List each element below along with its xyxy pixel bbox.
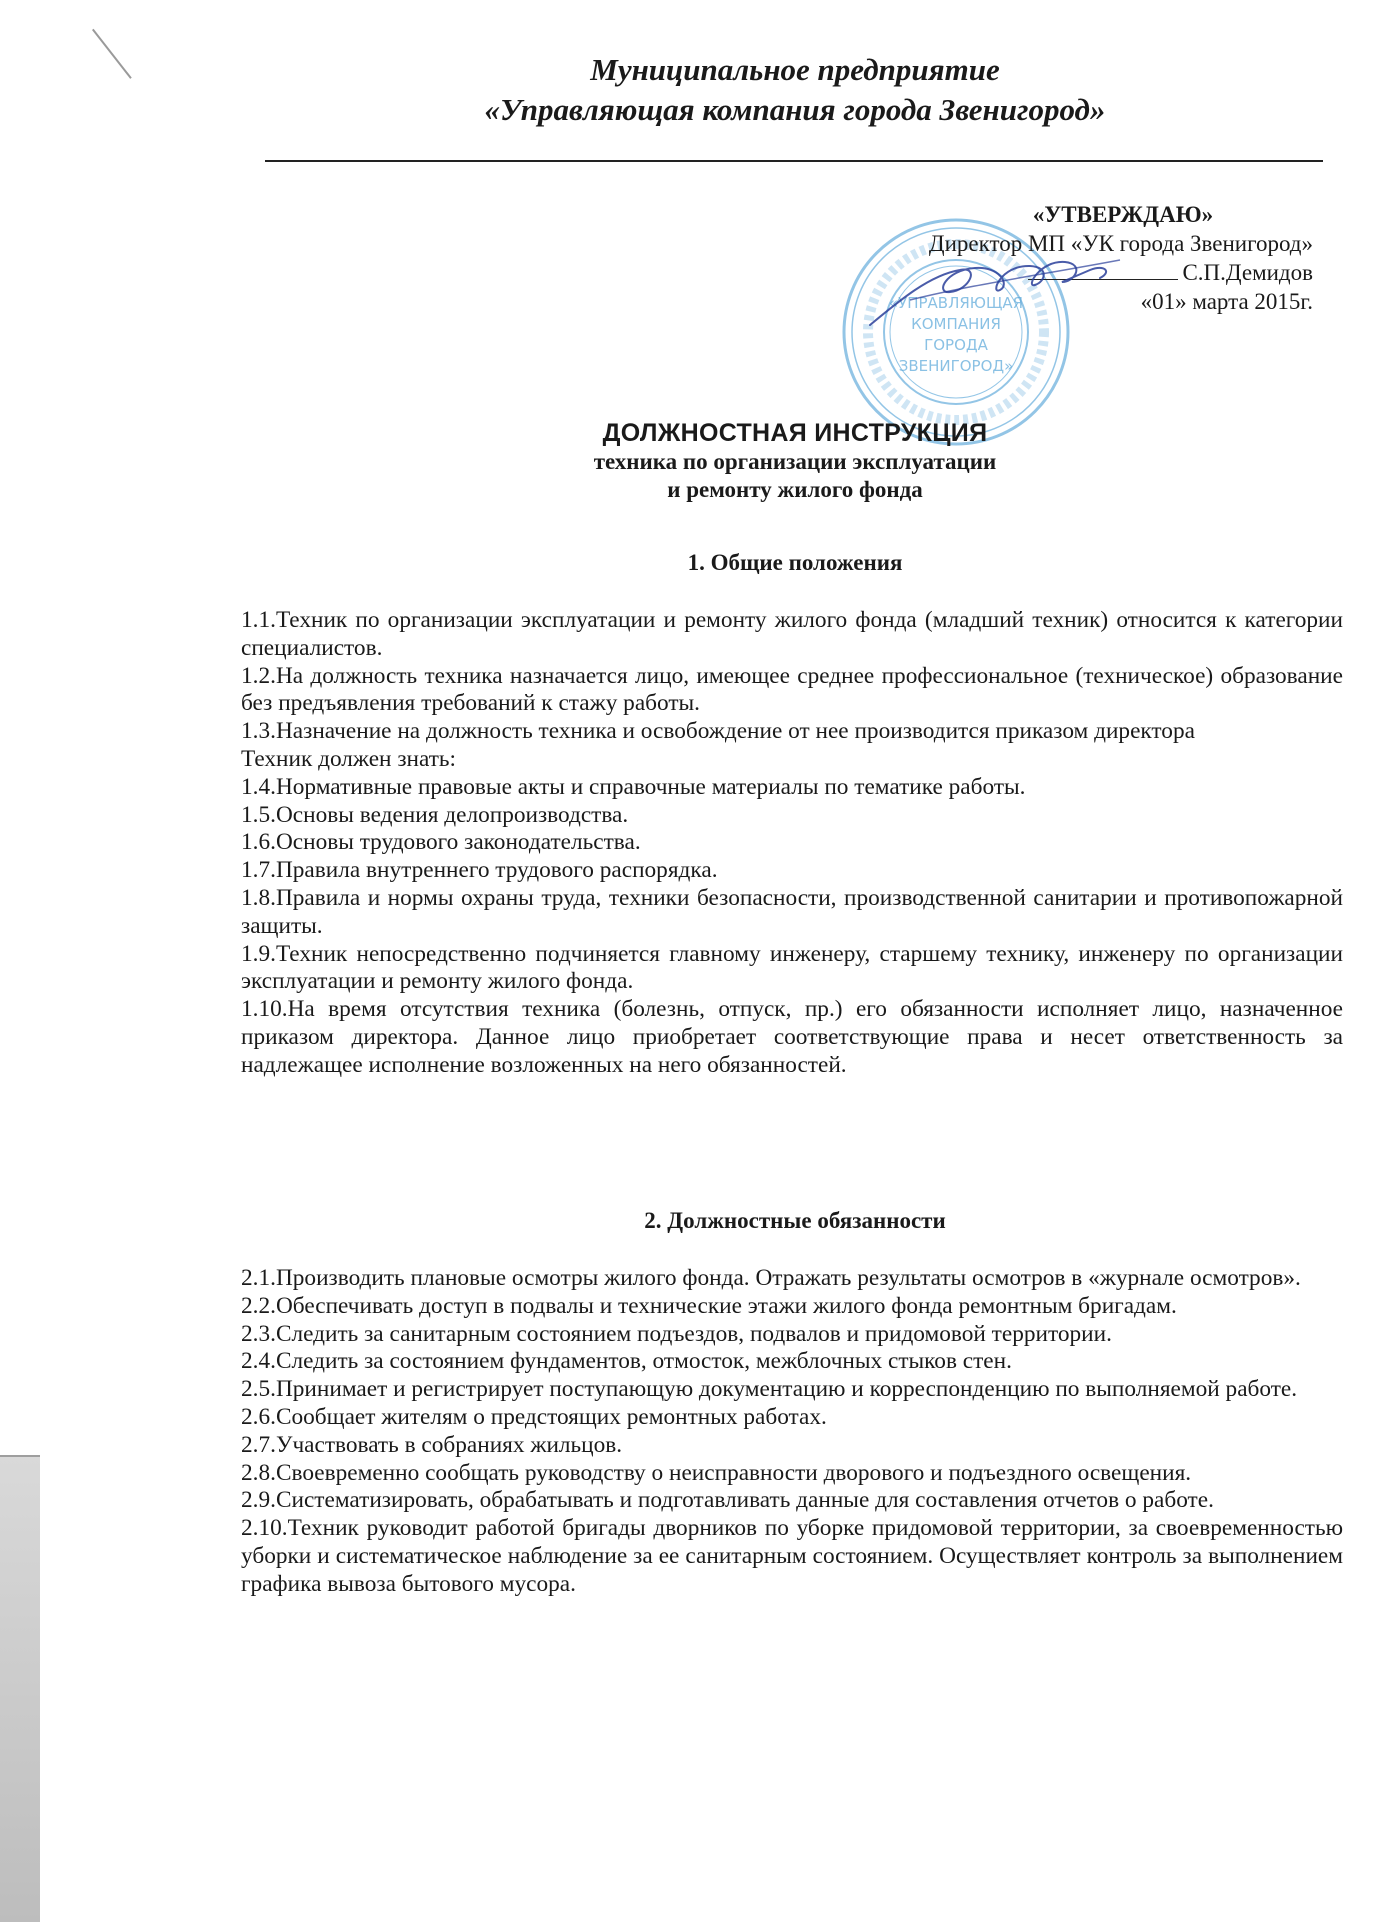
section-1-body [241,607,1343,1080]
paragraph: 1.2.На должность техника назначается лицо, имеющее среднее профессиональное (техническое) образование без предъявления требований к стажу работы. [241,662,1343,717]
org-line-2: «Управляющая компания города Звенигород» [484,92,1106,127]
title-main: ДОЛЖНОСТНАЯ ИНСТРУКЦИЯ [602,419,988,447]
header-divider [265,160,1323,162]
paragraph: 1.7.Правила внутреннего трудового распорядка. [241,857,718,884]
paragraph: 1.6.Основы трудового законодательства. [241,829,641,856]
approval-date: «01» марта 2015г. [1140,289,1313,314]
title-sub-1: техника по организации эксплуатации [593,449,997,474]
paragraph: 2.2.Обеспечивать доступ в подвалы и технические этажи жилого фонда ремонтным бригадам. [241,1292,1177,1319]
section-2-body [241,1265,1343,1599]
paragraph: Техник должен знать: [241,745,457,772]
paragraph: 1.1.Техник по организации эксплуатации и ремонту жилого фонда (младший техник) относится к категории специалистов. [241,607,1343,661]
stamp-text-2: КОМПАНИЯ [911,315,1001,333]
title-sub-2: и ремонту жилого фонда [667,477,923,502]
organization-header [265,50,1325,130]
section-2-heading: 2. Должностные обязанности [644,1208,946,1233]
paragraph: 1.8.Правила и нормы охраны труда, техники безопасности, производственной санитарии и противопожарной защиты. [241,884,1343,939]
approval-signatory: С.П.Демидов [1182,260,1313,285]
director-signature [850,230,1150,340]
paragraph: 2.4.Следить за состоянием фундаментов, отмосток, межблочных стыков стен. [241,1348,1012,1375]
section-1-heading: 1. Общие положения [687,550,903,575]
stamp-text-3: ГОРОДА [924,336,988,354]
paragraph: 1.10.На время отсутствия техника (болезнь, отпуск, пр.) его обязанности исполняет лицо, назначенное приказом директора. Данное лицо приобретает соответствующие права и несет ответственность за надлежащее исполнение возложенных на него обязанностей. [241,996,1343,1078]
paragraph: 1.9.Техник непосредственно подчиняется главному инженеру, старшему технику, инженеру по организации эксплуатации и ремонту жилого фонда. [241,940,1343,995]
stamp-text-1: «УПРАВЛЯЮЩАЯ [888,294,1024,312]
approval-position: Директор МП «УК города Звенигород» [928,231,1313,256]
paragraph: 2.3.Следить за санитарным состоянием подъездов, подвалов и придомовой территории. [241,1320,1112,1347]
paragraph: 2.8.Своевременно сообщать руководству о неисправности дворового и подъездного освещения. [241,1459,1192,1486]
stamp-text-4: ЗВЕНИГОРОД» [898,357,1014,375]
paragraph: 1.5.Основы ведения делопроизводства. [241,801,629,828]
paragraph: 2.7.Участвовать в собраниях жильцов. [241,1431,623,1458]
paragraph: 2.5.Принимает и регистрирует поступающую документацию и корреспонденцию по выполняемой работе. [241,1376,1298,1403]
scan-edge-shadow [0,1455,40,1922]
scan-scratch [92,29,132,79]
approval-title: «УТВЕРЖДАЮ» [1032,202,1214,227]
org-line-1: Муниципальное предприятие [590,52,1000,87]
document-title [265,418,1325,504]
paragraph: 1.3.Назначение на должность техника и освобождение от нее производится приказом директора [241,718,1195,745]
paragraph: 2.9.Систематизировать, обрабатывать и подготавливать данные для составления отчетов о работе. [241,1487,1214,1514]
paragraph: 2.1.Производить плановые осмотры жилого фонда. Отражать результаты осмотров в «журнале осмотров». [241,1265,1301,1291]
paragraph: 2.6.Сообщает жителям о предстоящих ремонтных работах. [241,1403,827,1430]
paragraph: 2.10.Техник руководит работой бригады дворников по уборке придомовой территории, за своевременностью уборки и систематическое наблюдение за ее санитарным состоянием. Осуществляет контроль за выполнением графика вывоза бытового мусора. [241,1515,1343,1597]
paragraph: 1.4.Нормативные правовые акты и справочные материалы по тематике работы. [241,773,1026,800]
